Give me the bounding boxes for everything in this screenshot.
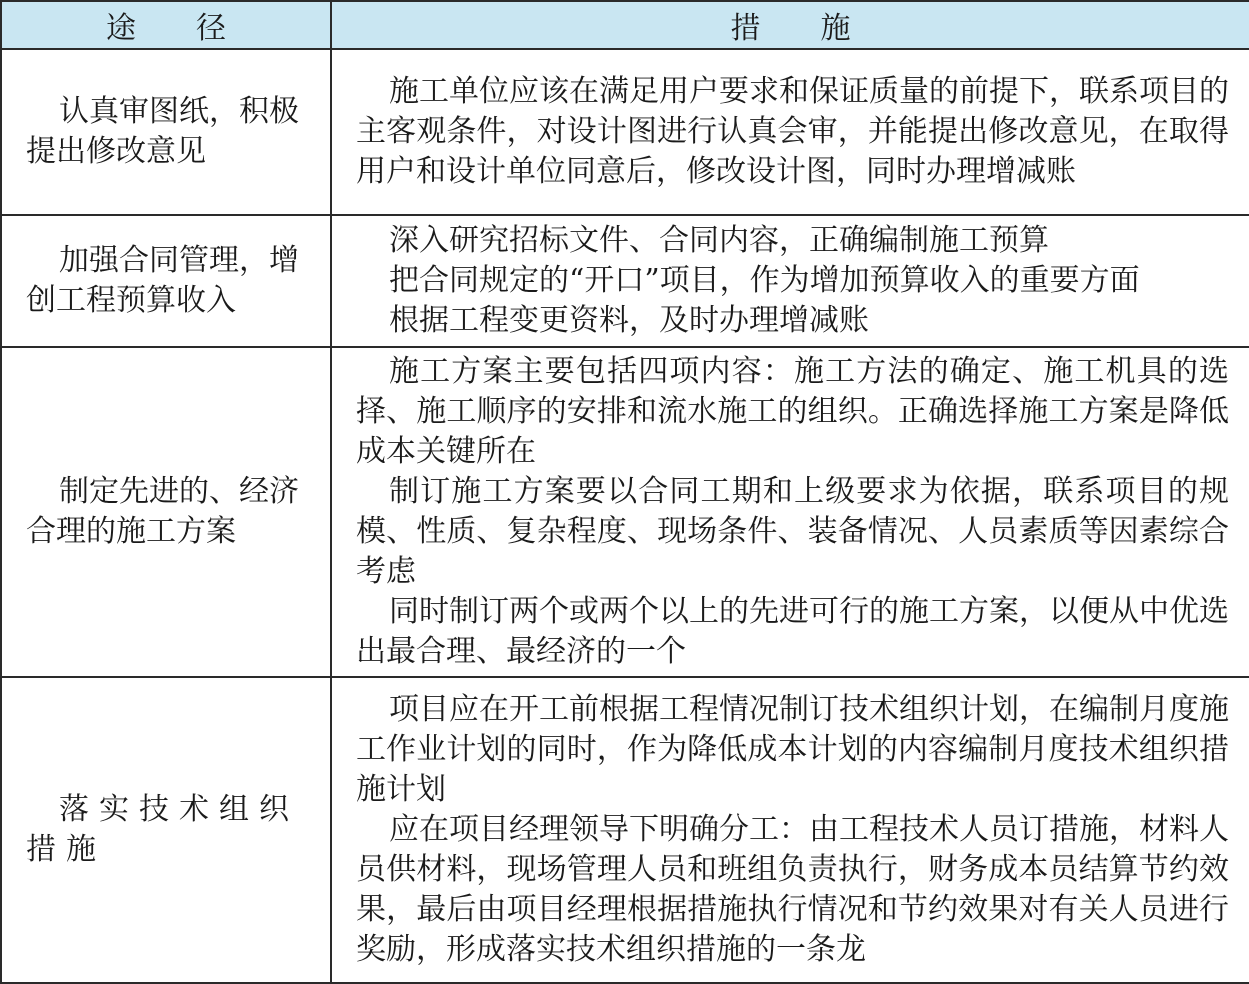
approach-cell	[1, 347, 331, 677]
table-row	[1, 677, 1249, 983]
measure-paragraph: 根据工程变更资料，及时办理增减账	[389, 303, 869, 338]
approach-text: 加强合同管理，增创工程预算收入	[26, 243, 299, 318]
header-measure	[331, 1, 1249, 49]
measure-paragraph: 深入研究招标文件、合同内容，正确编制施工预算	[389, 223, 1049, 258]
approach-text: 认真审图纸，积极提出修改意见	[26, 94, 299, 169]
approach-text: 制定先进的、经济合理的施工方案	[26, 474, 299, 549]
header-approach	[1, 1, 331, 49]
table-row	[1, 49, 1249, 215]
measure-paragraph: 同时制订两个或两个以上的先进可行的施工方案，以便从中优选出最合理、最经济的一个	[356, 594, 1229, 669]
approach-text: 落实技术组织措施	[26, 792, 299, 867]
measure-cell	[331, 677, 1249, 983]
table-row	[1, 215, 1249, 347]
table-header-row	[1, 1, 1249, 49]
measure-cell	[331, 49, 1249, 215]
header-measure-label: 措 施	[730, 11, 851, 46]
measure-paragraph: 把合同规定的“开口”项目，作为增加预算收入的重要方面	[389, 263, 1140, 298]
measure-paragraph: 应在项目经理领导下明确分工：由工程技术人员订措施，材料人员供材料，现场管理人员和班组负责执行，财务成本员结算节约效果，最后由项目经理根据措施执行情况和节约效果对有关人员进行奖励，形成落实技术组织措施的一条龙	[356, 812, 1229, 967]
table-row	[1, 347, 1249, 677]
approach-cell	[1, 215, 331, 347]
measure-paragraph: 施工方案主要包括四项内容：施工方法的确定、施工机具的选择、施工顺序的安排和流水施工的组织。正确选择施工方案是降低成本关键所在	[356, 354, 1229, 469]
measure-cell	[331, 347, 1249, 677]
approach-cell	[1, 49, 331, 215]
measure-paragraph: 制订施工方案要以合同工期和上级要求为依据，联系项目的规模、性质、复杂程度、现场条件、装备情况、人员素质等因素综合考虑	[356, 474, 1229, 589]
header-approach-label: 途 径	[106, 11, 226, 46]
measure-cell	[331, 215, 1249, 347]
measure-paragraph: 施工单位应该在满足用户要求和保证质量的前提下，联系项目的主客观条件，对设计图进行认真会审，并能提出修改意见，在取得用户和设计单位同意后，修改设计图，同时办理增减账	[356, 74, 1229, 189]
measure-paragraph: 项目应在开工前根据工程情况制订技术组织计划，在编制月度施工作业计划的同时，作为降低成本计划的内容编制月度技术组织措施计划	[356, 692, 1229, 807]
approach-cell	[1, 677, 331, 983]
